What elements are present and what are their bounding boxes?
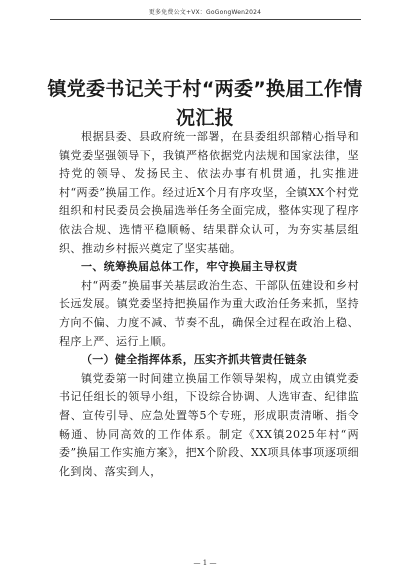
page-number: — 1 — xyxy=(193,559,217,567)
section-paragraph: 村“两委”换届事关基层政治生态、干部队伍建设和乡村长远发展。镇党委坚持把换届作为重大政治任务来抓，坚持方向不偏、力度不减、节奏不乱，确保全过程在政治上稳、程序上严、运行上顺。 xyxy=(59,278,359,348)
section-heading: 一、统筹换届总体工作，牢守换届主导权责 xyxy=(81,260,298,274)
header-note: 更多免费公文+VX：GoGongWen2024 xyxy=(148,9,262,16)
intro-paragraph: 根据县委、县政府统一部署，在县委组织部精心指导和镇党委坚强领导下，我镇严格依据党内法规和国家法律，坚持党的领导、发扬民主、依法办事有机贯通，扎实推进村“两委”换届工作。经过近X个月有序攻坚，全镇XX个村党组织和村民委员会换届选举任务全面完成，整体实现了程序依法合规、选情平稳顺畅、结果群众认可，为夯实基层组织、推动乡村振兴奠定了坚实基础。 xyxy=(59,130,359,255)
subsection-heading: （一）健全指挥体系，压实齐抓共管责任链条 xyxy=(81,353,307,367)
header-divider xyxy=(50,19,361,20)
document-title: 镇党委书记关于村“两委”换届工作情况汇报 xyxy=(47,77,363,129)
document-body xyxy=(59,128,359,481)
subsection-paragraph: 镇党委第一时间建立换届工作领导架构，成立由镇党委书记任组长的领导小组，下设综合协调、人选审查、纪律监督、宣传引导、应急处置等5个专班，形成职责清晰、指令畅通、协同高效的工作体系。制定《XX镇2025年村“两委”换届工作实施方案》，把X个阶段、XX项具体事项逐项细化到岗、落实到人， xyxy=(59,371,359,478)
